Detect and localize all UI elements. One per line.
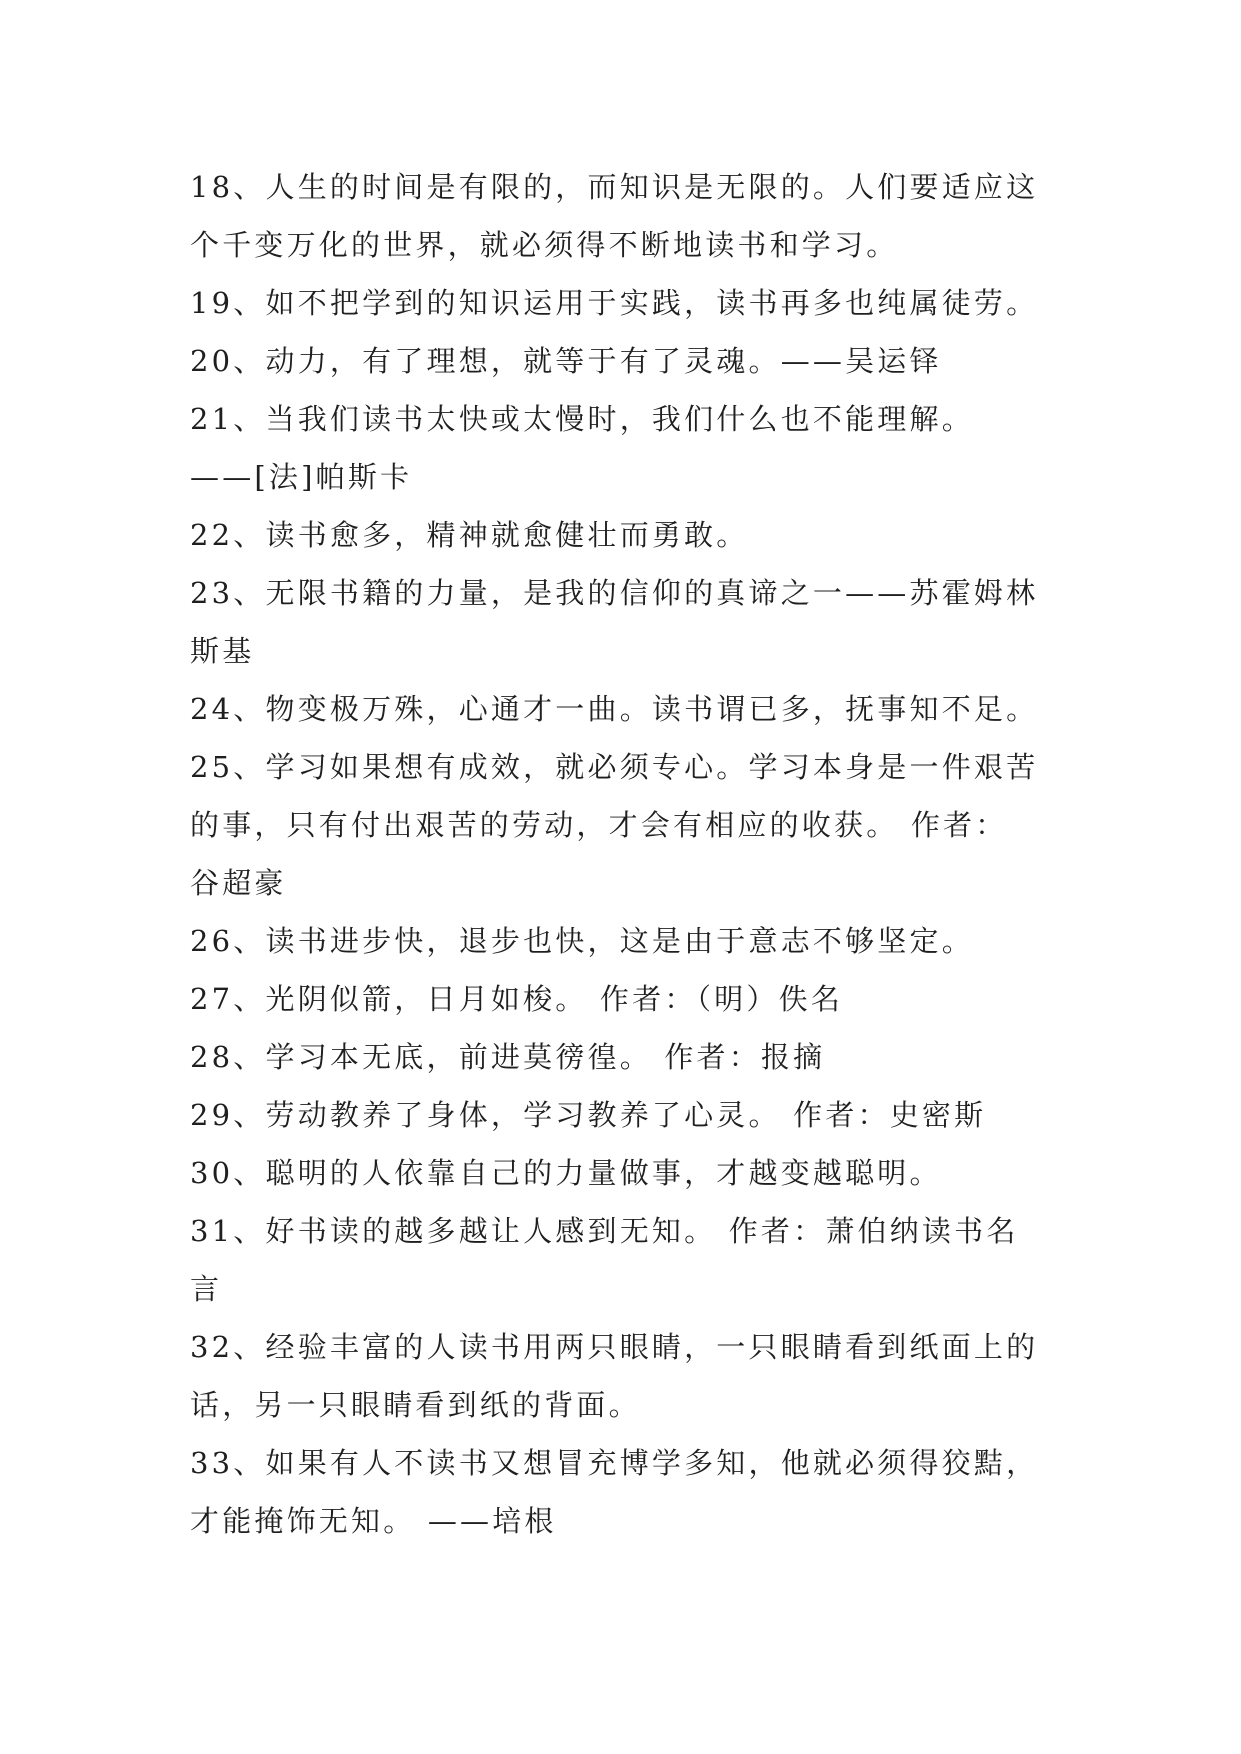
text-line: 33、如果有人不读书又想冒充博学多知，他就必须得狡黠， [190, 1446, 1039, 1480]
text-line: 32、经验丰富的人读书用两只眼睛，一只眼睛看到纸面上的 [190, 1330, 1039, 1364]
text-line: 斯基 [190, 634, 255, 668]
text-line: 25、学习如果想有成效，就必须专心。学习本身是一件艰苦 [190, 750, 1039, 784]
text-line: 才能掩饰无知。 ——培根 [190, 1504, 557, 1538]
text-line: 29、劳动教养了身体，学习教养了心灵。 作者：史密斯 [190, 1098, 987, 1132]
text-line: 28、学习本无底，前进莫徬徨。 作者：报摘 [190, 1040, 826, 1074]
text-line: 21、当我们读书太快或太慢时，我们什么也不能理解。 [190, 402, 974, 436]
text-line: 20、动力，有了理想，就等于有了灵魂。——吴运铎 [190, 344, 942, 378]
text-line: 26、读书进步快，退步也快，这是由于意志不够坚定。 [190, 924, 974, 958]
text-line: 18、人生的时间是有限的，而知识是无限的。人们要适应这 [190, 170, 1039, 204]
text-line: 27、光阴似箭，日月如梭。 作者：（明）佚名 [190, 982, 844, 1016]
text-line: 31、好书读的越多越让人感到无知。 作者：萧伯纳读书名 [190, 1214, 1019, 1248]
quote-list [190, 158, 1090, 1550]
text-line: 24、物变极万殊，心通才一曲。读书谓已多，抚事知不足。 [190, 692, 1039, 726]
text-line: 个千变万化的世界，就必须得不断地读书和学习。 [190, 228, 899, 262]
text-line: 谷超豪 [190, 866, 287, 900]
text-line: 23、无限书籍的力量，是我的信仰的真谛之一——苏霍姆林 [190, 576, 1039, 610]
text-line: 话，另一只眼睛看到纸的背面。 [190, 1388, 641, 1422]
text-line: 30、聪明的人依靠自己的力量做事，才越变越聪明。 [190, 1156, 942, 1190]
text-line: 19、如不把学到的知识运用于实践，读书再多也纯属徒劳。 [190, 286, 1039, 320]
text-line: 言 [190, 1272, 223, 1306]
text-line: ——[法]帕斯卡 [190, 460, 413, 494]
text-line: 22、读书愈多，精神就愈健壮而勇敢。 [190, 518, 749, 552]
text-line: 的事，只有付出艰苦的劳动，才会有相应的收获。 作者： [190, 808, 1008, 842]
